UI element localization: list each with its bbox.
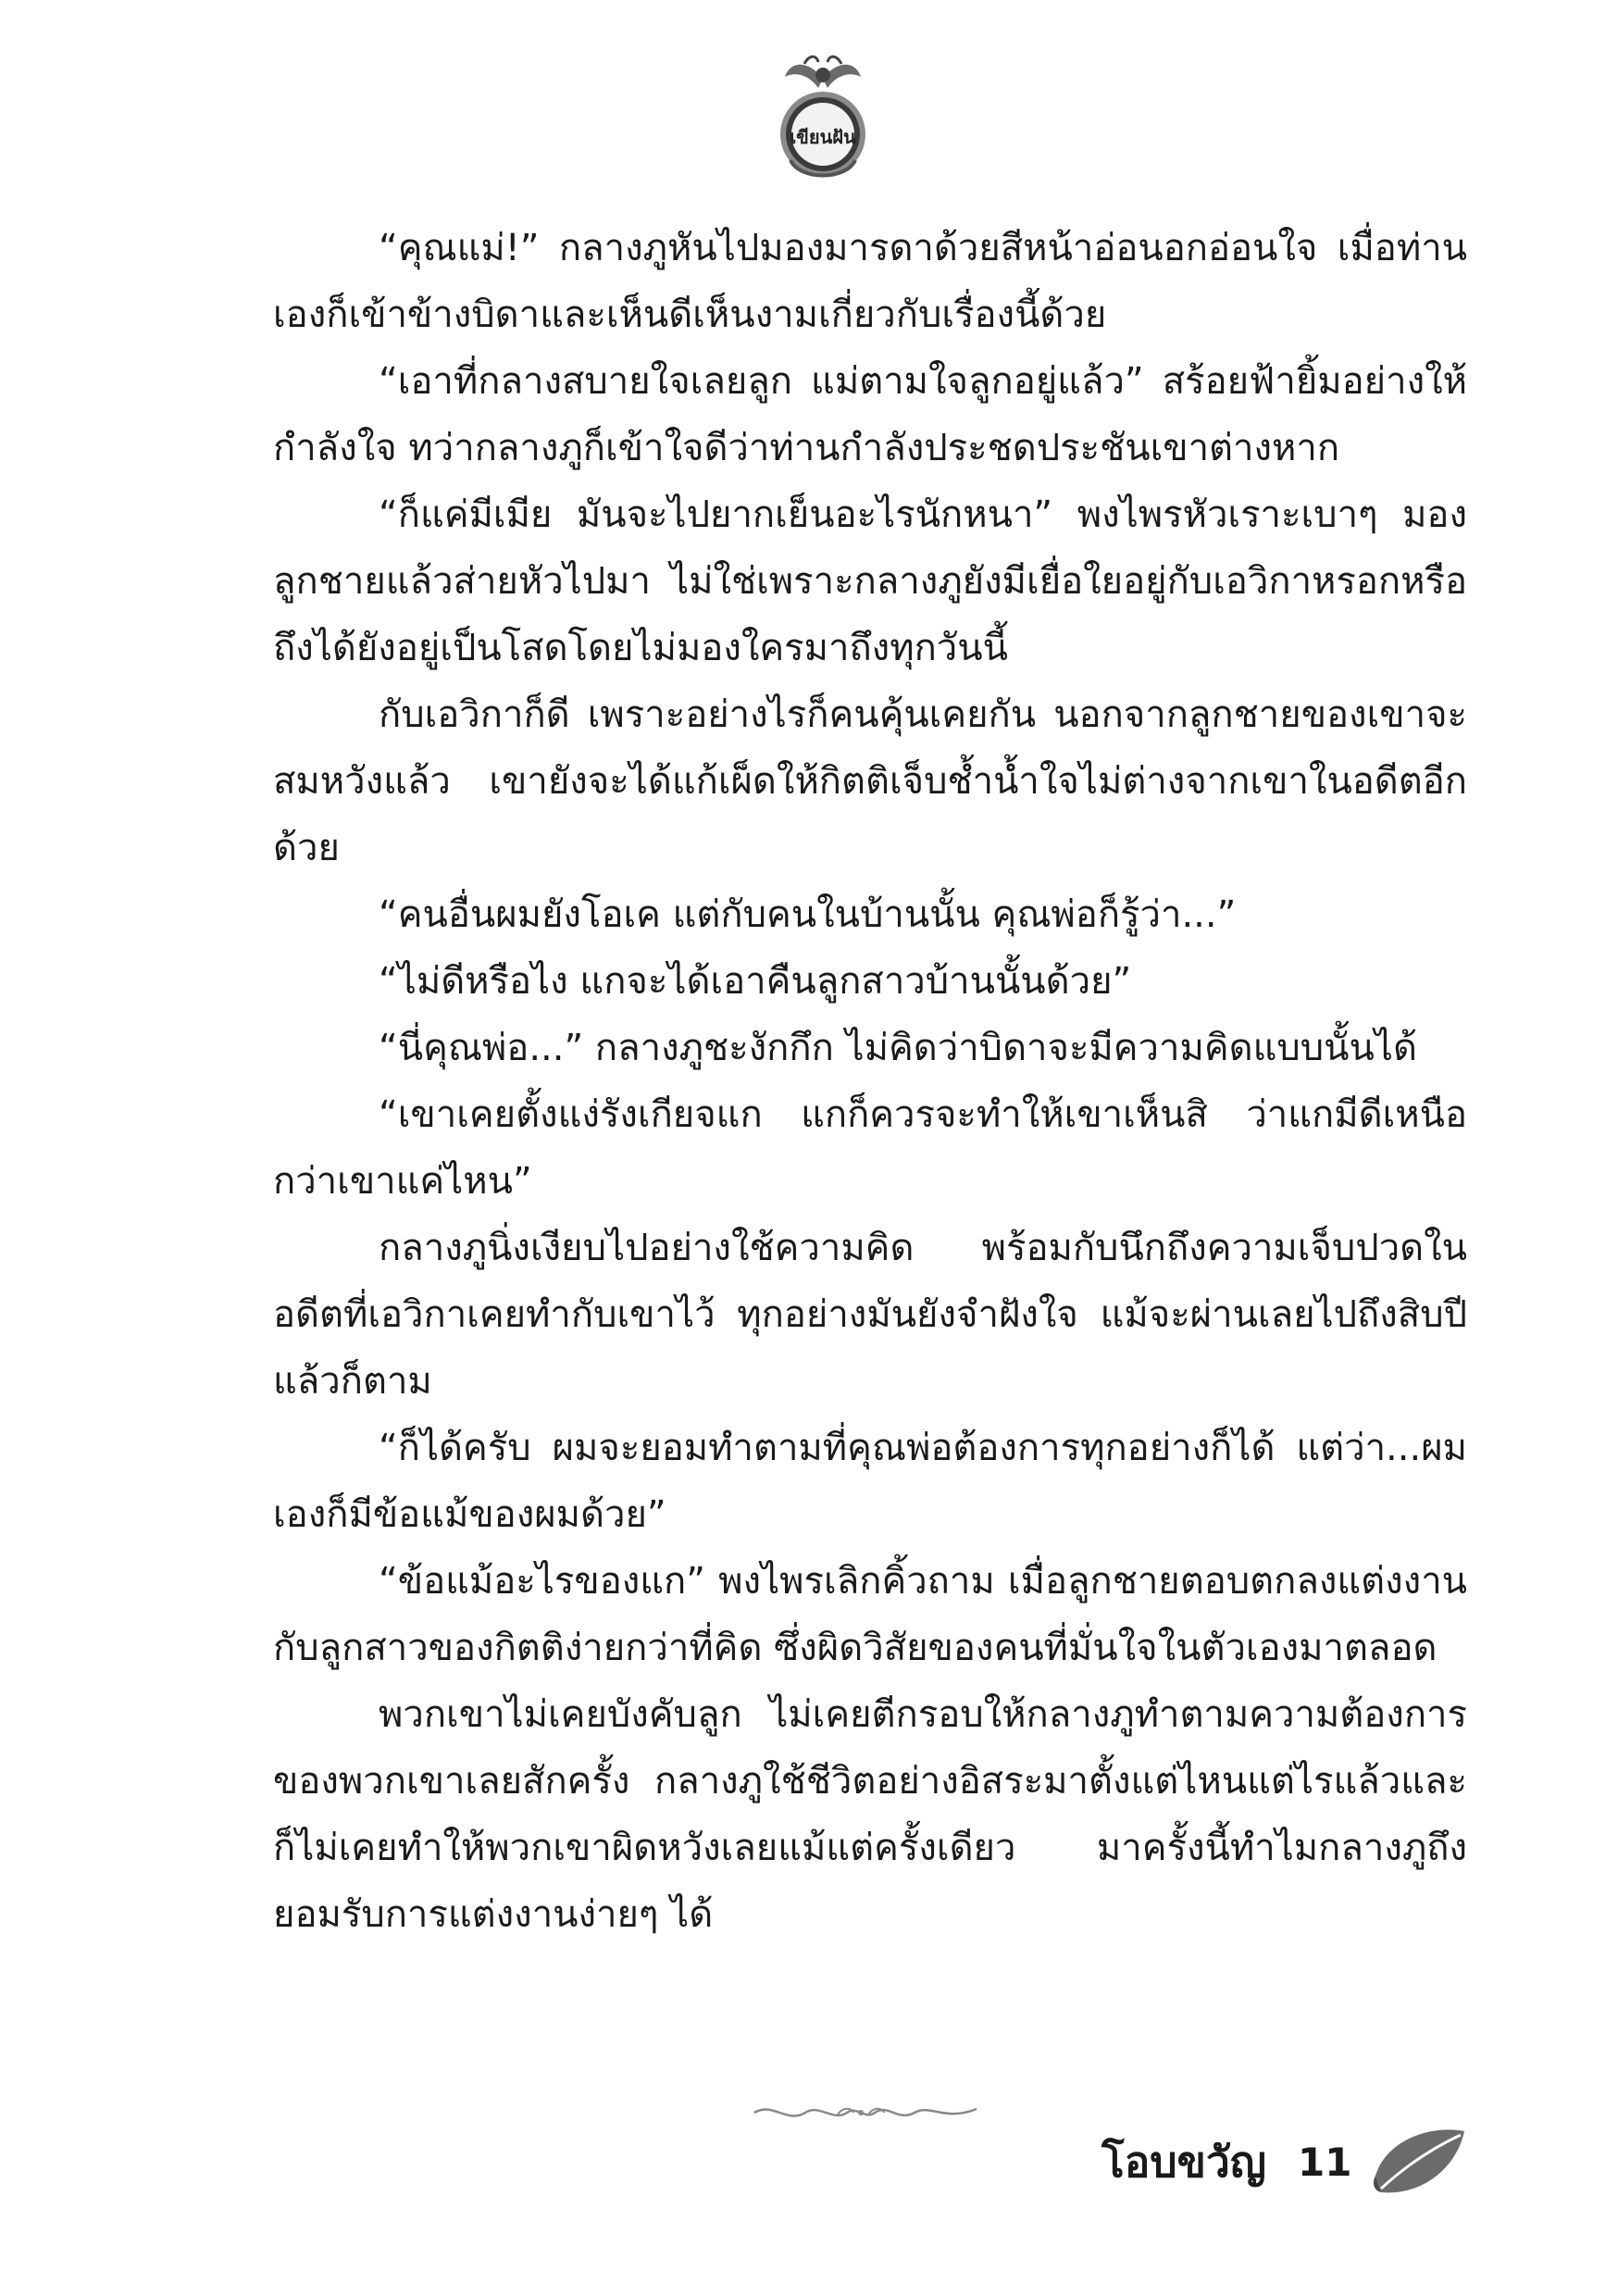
- leaf-icon: [1368, 2120, 1470, 2203]
- page-number: 11: [1298, 2139, 1352, 2185]
- book-title: โอบขวัญ: [1101, 2136, 1267, 2187]
- paragraph: กลางภูนิ่งเงียบไปอย่างใช้ความคิด พร้อมกับนึกถึงความเจ็บปวดในอดีตที่เอวิกาเคยทำกับเขาไว้ ทุกอย่างมันยังจำฝังใจ แม้จะผ่านเลยไปถึงสิบปีแล้วก็ตาม: [273, 1227, 1467, 1403]
- publisher-crest-icon: [772, 51, 874, 190]
- paragraph: “เอาที่กลางสบายใจเลยลูก แม่ตามใจลูกอยู่แล้ว” สร้อยฟ้ายิ้มอย่างให้กำลังใจ ทว่ากลางภูก็เข้าใจดีว่าท่านกำลังประชดประชันเขาต่างหาก: [273, 360, 1467, 469]
- body-text: [273, 215, 1467, 1948]
- paragraph: “ข้อแม้อะไรของแก” พงไพรเลิกคิ้วถาม เมื่อลูกชายตอบตกลงแต่งงานกับลูกสาวของกิตติง่ายกว่าที่คิด ซึ่งผิดวิสัยของคนที่มั่นใจในตัวเองมาตลอด: [273, 1560, 1467, 1669]
- paragraph: “นี่คุณพ่อ...” กลางภูชะงักกึก ไม่คิดว่าบิดาจะมีความคิดแบบนั้นได้: [379, 1027, 1417, 1069]
- paragraph: พวกเขาไม่เคยบังคับลูก ไม่เคยตีกรอบให้กลางภูทำตามความต้องการของพวกเขาเลยสักครั้ง กลางภูใช้ชีวิตอย่างอิสระมาตั้งแต่ไหนแต่ไรแล้วและก็ไม่เคยทำให้พวกเขาผิดหวังเลยแม้แต่ครั้งเดียว มาครั้งนี้ทำไมกลางภูถึงยอมรับการแต่งงานง่ายๆ ได้: [273, 1693, 1467, 1936]
- flourish-divider-icon: [750, 2094, 981, 2131]
- paragraph: “คนอื่นผมยังโอเค แต่กับคนในบ้านนั้น คุณพ่อก็รู้ว่า...”: [379, 893, 1237, 936]
- publisher-logo-text: เขียนฝัน: [790, 126, 856, 148]
- paragraph: กับเอวิกาก็ดี เพราะอย่างไรก็คนคุ้นเคยกัน นอกจากลูกชายของเขาจะสมหวังแล้ว เขายังจะได้แก้เผ็ดให้กิตติเจ็บช้ำน้ำใจไม่ต่างจากเขาในอดีตอีกด้วย: [273, 693, 1467, 869]
- paragraph: “ไม่ดีหรือไง แกจะได้เอาคืนลูกสาวบ้านนั้นด้วย”: [379, 960, 1132, 1003]
- paragraph: “ก็ได้ครับ ผมจะยอมทำตามที่คุณพ่อต้องการทุกอย่างก็ได้ แต่ว่า...ผมเองก็มีข้อแม้ของผมด้วย”: [273, 1427, 1467, 1536]
- page-footer: [1101, 2120, 1470, 2203]
- publisher-logo: [772, 51, 874, 190]
- paragraph: “คุณแม่!” กลางภูหันไปมองมารดาด้วยสีหน้าอ่อนอกอ่อนใจ เมื่อท่านเองก็เข้าข้างบิดาและเห็นดีเห็นงามเกี่ยวกับเรื่องนี้ด้วย: [273, 227, 1467, 336]
- paragraph: “ก็แค่มีเมีย มันจะไปยากเย็นอะไรนักหนา” พงไพรหัวเราะเบาๆ มองลูกชายแล้วส่ายหัวไปมา ไม่ใช่เพราะกลางภูยังมีเยื่อใยอยู่กับเอวิกาหรอกหรือถึงได้ยังอยู่เป็นโสดโดยไม่มองใครมาถึงทุกวันนี้: [273, 493, 1467, 669]
- paragraph: “เขาเคยตั้งแง่รังเกียจแก แกก็ควรจะทำให้เขาเห็นสิ ว่าแกมีดีเหนือกว่าเขาแค่ไหน”: [273, 1093, 1467, 1203]
- flourish-divider: [750, 2094, 981, 2131]
